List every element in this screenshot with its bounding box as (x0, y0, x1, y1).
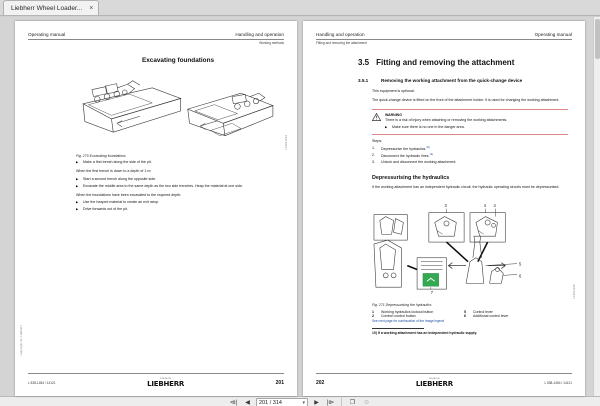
step-text: Unlock and disconnect the working attachment. (381, 160, 457, 165)
logo-tagline: DIVISION (160, 378, 171, 381)
callout-3: 3 (444, 202, 447, 208)
list-item: ▶ Make sure there is no one in the danger area. (385, 125, 568, 130)
running-subhead-left: Working methods (259, 41, 284, 45)
footnote-marker: 10) (429, 153, 434, 157)
legend-key: 2 (372, 314, 374, 319)
browser-tabstrip (0, 0, 600, 16)
list-item: ▶ Drive forwards out of the pit. (76, 207, 280, 212)
fit-page-icon[interactable]: ❐ (349, 400, 356, 406)
callout-7: 7 (430, 290, 434, 296)
liebherr-logo (416, 377, 453, 388)
warning-icon (372, 113, 381, 122)
bullet-list-3 (76, 200, 280, 212)
subsection-title: Removing the working attachment from the quick-change device (381, 78, 523, 83)
steps-label: Steps: (372, 138, 383, 143)
legend-key: 5 (464, 309, 466, 314)
figure-caption: Fig. 271 Depressurising the hydraulics (372, 303, 432, 308)
callout-5: 5 (519, 261, 522, 267)
figure-side-code: LFR/11224 (285, 134, 288, 149)
legend-entry (372, 310, 458, 314)
toolbar-divider (341, 398, 342, 406)
running-head-right (316, 32, 572, 40)
legend-entry (464, 310, 550, 314)
figure-270 (76, 73, 288, 151)
page-spine-code: copyright by Liebherr (20, 325, 23, 356)
legend-text: Working hydraulics lockout button (381, 309, 434, 314)
paragraph-2: When the foundations have been excavated to the required depth: (76, 193, 182, 198)
section-title: Fitting and removing the attachment (376, 58, 515, 67)
list-item: ▶ Start a second trench along the opposite side. (76, 177, 280, 182)
bullet-list-2 (76, 177, 280, 189)
chevron-down-icon[interactable]: ▾ (302, 399, 305, 406)
legend-key: 6 (464, 314, 466, 319)
steps-list (372, 146, 568, 166)
step-text: Depressurise the hydraulics. (381, 147, 427, 152)
figure-side-code: LFR/11225 (573, 283, 576, 299)
list-item (372, 146, 568, 153)
last-page-icon[interactable]: |⧐ (326, 400, 335, 406)
scrollbar-thumb[interactable] (595, 19, 600, 59)
bullet-list-1 (76, 160, 280, 165)
page-footer-right (316, 373, 572, 388)
legend-entry (464, 314, 550, 318)
callout-4: 4 (483, 202, 487, 208)
legend-text: Control lever (473, 309, 493, 314)
footer-document-number: L 538-1454 / 14121 (544, 380, 572, 385)
running-head-left-text: Handling and operation (316, 32, 365, 37)
page-spread (0, 17, 600, 396)
callout-6: 6 (519, 273, 522, 279)
footnote-marker: 10) (426, 146, 430, 150)
warning-label: WARNING (385, 112, 402, 117)
browser-tab-title: Liebherr Wheel Loader... (11, 4, 83, 12)
subsection-number: 3.5.1 (358, 78, 369, 83)
running-head-left (28, 32, 284, 40)
list-item: ▶ Excavate the middle area to the same depth as the two side trenches. Heap the material at one side. (76, 184, 280, 189)
running-subhead-right: Fitting and removing the attachment (316, 41, 367, 45)
logo-wordmark: LIEBHERR (147, 380, 185, 388)
figure-legend (372, 310, 568, 319)
minor-heading: Depressurising the hydraulics (372, 174, 450, 181)
logo-wordmark: LIEBHERR (415, 380, 453, 388)
excavating-foundations-illustration (76, 73, 280, 147)
vertical-scrollbar[interactable] (593, 17, 600, 396)
paragraph-optional: This equipment is optional. (372, 88, 415, 93)
legend-continuation-note: See next page for continuation of the image legend (372, 319, 445, 324)
legend-text: Additional control lever (473, 314, 509, 319)
list-item (372, 160, 568, 165)
legend-entry (372, 314, 458, 318)
running-head-left-text: Operating manual (28, 32, 66, 37)
footnote-text: 10) If a working attachment has an independent hydraulic supply. (372, 331, 478, 336)
list-item: ▶ Use the heaped material to create an exit ramp. (76, 200, 280, 205)
zoom-icon[interactable]: ⊝ (363, 400, 370, 406)
previous-page-icon[interactable]: ◀ (245, 400, 250, 406)
footer-document-number: L 538-1454 / 14121 (28, 380, 56, 385)
step-text: Disconnect the hydraulic lines. (381, 154, 430, 159)
page-number-input[interactable] (256, 398, 308, 406)
list-item (372, 153, 568, 160)
close-icon[interactable]: × (89, 4, 94, 12)
depressurising-hydraulics-illustration (372, 196, 568, 296)
footer-page-number: 202 (316, 379, 325, 386)
legend-key: 1 (372, 309, 374, 314)
next-page-icon[interactable]: ▶ (314, 400, 319, 406)
paragraph-depressurising: If the working attachment has an independent hydraulic circuit, the hydraulic operating circuits must be depressurised. (372, 184, 560, 189)
list-item: ▶ Make a first trench along the side of the pit. (76, 160, 280, 165)
document-page-left (15, 21, 297, 396)
figure-271 (372, 196, 576, 300)
browser-tab[interactable] (3, 0, 99, 15)
footnote-rule (372, 328, 424, 329)
warning-text: There is a risk of injury when attaching or removing the working attachments. (385, 117, 508, 122)
paragraph-1: When the first trench is down to a depth of 1 m: (76, 169, 152, 174)
page-title: Excavating foundations (141, 57, 215, 64)
warning-bullets (385, 125, 568, 130)
legend-column-left (372, 310, 458, 319)
figure-caption: Fig. 270 Excavating foundations (76, 154, 126, 158)
legend-column-right (464, 310, 550, 319)
section-heading (316, 58, 572, 67)
footer-page-number: 201 (275, 379, 284, 386)
page-navigation-bar (0, 396, 600, 406)
liebherr-logo (147, 377, 184, 388)
callout-4b: 4 (493, 202, 496, 208)
active-button-highlight (423, 273, 439, 286)
running-head-right-text: Operating manual (534, 32, 572, 37)
document-page-right (303, 21, 585, 396)
page-number-value: 201 / 314 (259, 399, 282, 406)
page-footer-left (28, 373, 284, 388)
subsection-heading (316, 78, 572, 85)
running-head-right-text: Handling and operation (235, 32, 284, 37)
warning-box (372, 109, 568, 134)
first-page-icon[interactable]: ⧏| (229, 400, 238, 406)
legend-text: Comfort control button (381, 314, 416, 319)
logo-tagline: DIVISION (429, 378, 440, 381)
paragraph-intro: The quick-change device is fitted on the front of the attachment holder. It is used for changing the working attachment. (372, 98, 560, 103)
section-number: 3.5 (358, 58, 370, 67)
